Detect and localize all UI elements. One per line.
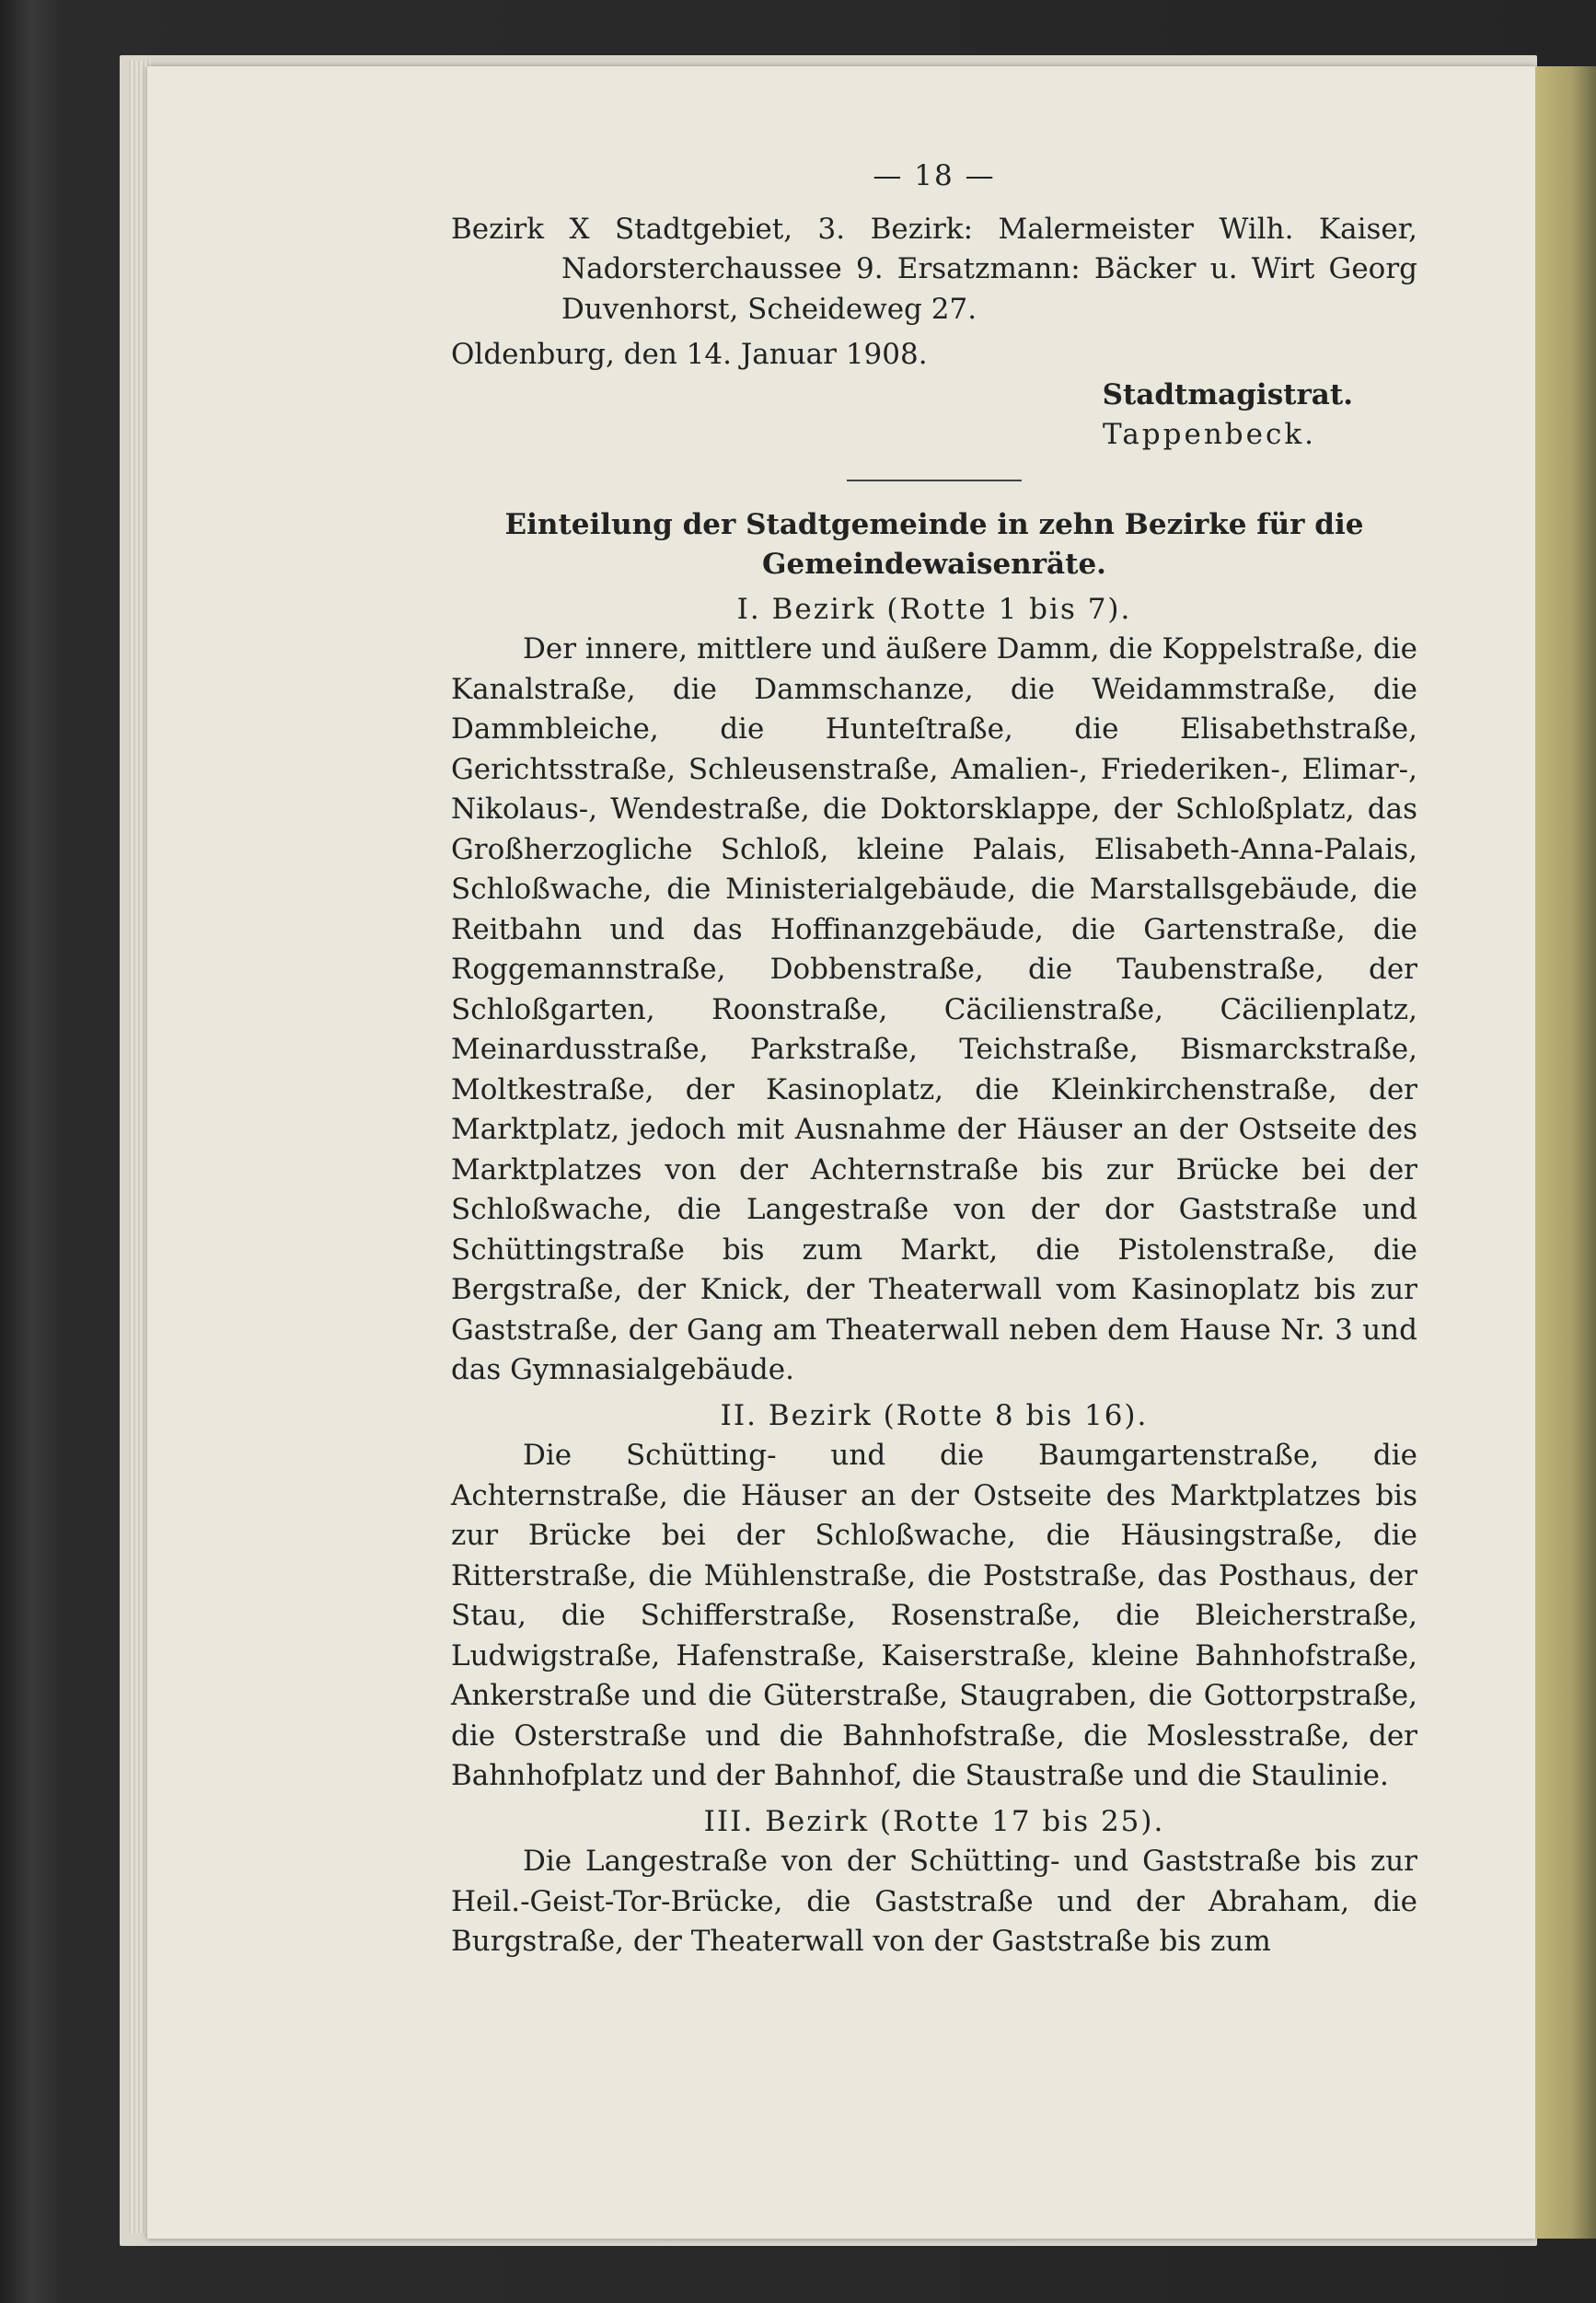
intro-paragraph: Bezirk X Stadtgebiet, 3. Bezirk: Malermeister Wilh. Kaiser, Nadorsterchaussee 9. Ersatzmann: Bäcker u. Wirt Georg Duvenhorst, Scheideweg 27.	[451, 212, 1417, 326]
page-text	[451, 156, 1417, 1962]
signature-name: Tappenbeck.	[1103, 418, 1316, 451]
signature-authority: Stadtmagistrat.	[1102, 377, 1353, 411]
district-heading: II. Bezirk (Rotte 8 bis 16).	[720, 1398, 1149, 1432]
district-heading: III. Bezirk (Rotte 17 bis 25).	[703, 1804, 1165, 1838]
date-line: Oldenburg, den 14. Januar 1908.	[451, 338, 928, 371]
district-text: Der innere, mittlere und äußere Damm, die Koppelstraße, die Kanalstraße, die Dammschanze, die Weidammstraße, die Dammbleiche, die Hunteſtraße, die Elisabethstraße, Gerichtsstraße, Schleusenstraße, Amalien-, Friederiken-, Elimar-, Nikolaus-, Wendestraße, die Doktorsklappe, der Schloßplatz, das Großherzogliche Schloß, kleine Palais, Elisabeth-Anna-Palais, Schloßwache, die Ministerialgebäude, die Marstallsgebäude, die Reitbahn und das Hoffinanzgebäude, die Gartenstraße, die Roggemannstraße, Dobbenstraße, die Taubenstraße, der Schloßgarten, Roonstraße, Cäcilienstraße, Cäcilienplatz, Meinardusstraße, Parkstraße, Teichstraße, Bismarckstraße, Moltkestraße, der Kasinoplatz, die Kleinkirchenstraße, der Marktplatz, jedoch mit Ausnahme der Häuser an der Ostseite des Marktplatzes von der Achternstraße bis zur Brücke bei der Schloßwache, die Langestraße von der dor Gaststraße und Schüttingstraße bis zum Markt, die Pistolenstraße, die Bergstraße, der Knick, der Theaterwall vom Kasinoplatz bis zur Gaststraße, der Gang am Theaterwall neben dem Hause Nr. 3 und das Gymnasialgebäude.	[451, 632, 1417, 1386]
page-number: — 18 —	[873, 159, 996, 192]
district-text: Die Langestraße von der Schütting- und Gaststraße bis zur Heil.-Geist-Tor-Brücke, die Gaststraße und der Abraham, die Burgstraße, der Theaterwall von der Gaststraße bis zum	[451, 1845, 1417, 1958]
section-title: Einteilung der Stadtgemeinde in zehn Bezirke für die Gemeindewaisenräte.	[504, 507, 1364, 581]
district-heading: I. Bezirk (Rotte 1 bis 7).	[736, 592, 1132, 626]
district-text: Die Schütting- und die Baumgartenstraße, die Achternstraße, die Häuser an der Ostseite des Marktplatzes bis zur Brücke bei der Schloßwache, die Häusingstraße, die Ritterstraße, die Mühlenstraße, die Poststraße, das Posthaus, der Stau, die Schifferstraße, Rosenstraße, die Bleicherstraße, Ludwigstraße, Hafenstraße, Kaiserstraße, kleine Bahnhofstraße, Ankerstraße und die Güterstraße, Staugraben, die Gottorpstraße, die Osterstraße und die Bahnhofstraße, die Moslesstraße, der Bahnhofplatz und der Bahnhof, die Staustraße und die Staulinie.	[451, 1439, 1417, 1792]
book-edge-strip	[1535, 66, 1596, 2239]
divider-rule	[847, 480, 1022, 481]
